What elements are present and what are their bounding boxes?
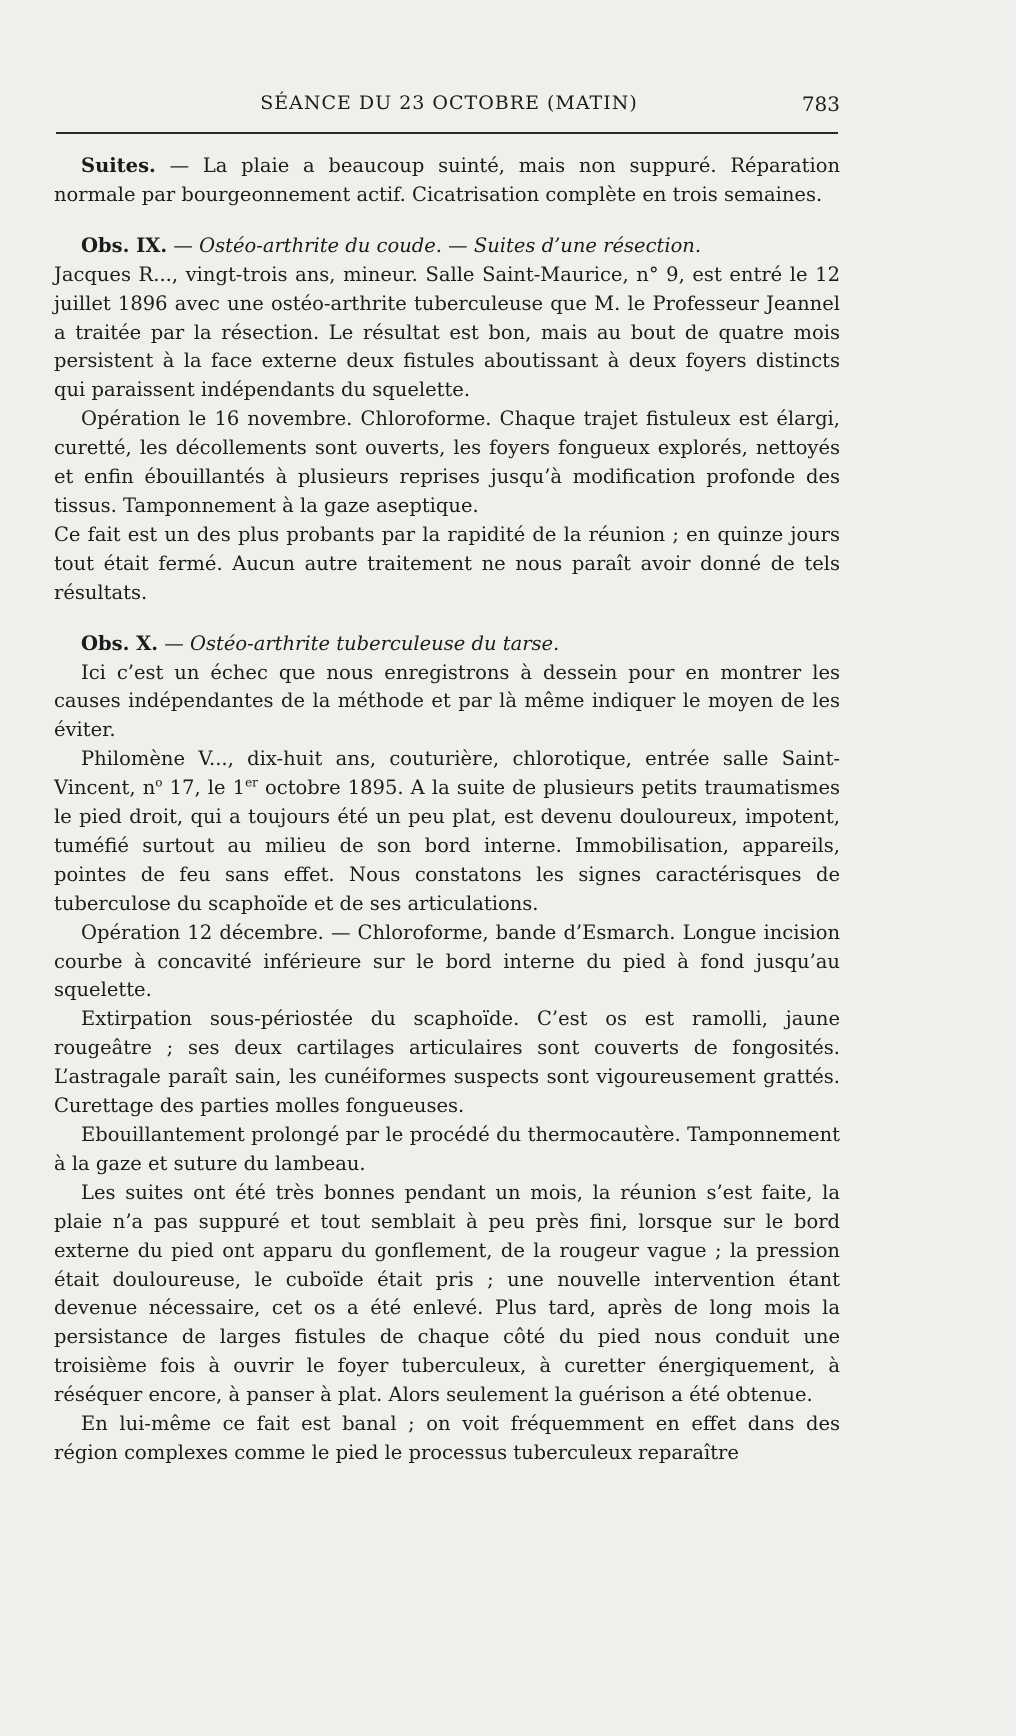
obs-ix-paragraph-1: Jacques R..., vingt-trois ans, mineur. Salle Saint-Maurice, n° 9, est entré le 12 juillet 1896 avec une ostéo-arthrite tuberculeuse que M. le Professeur Jeannel a traitée par la résection. Le résultat est bon, mais au bout de quatre mois persistent à la face externe deux fistules aboutissant à deux foyers distincts qui paraissent indépendants du squelette. bbox=[54, 262, 840, 402]
obs-x-label: Obs. X. bbox=[81, 631, 159, 655]
obs-x-p2-sup-2: er bbox=[245, 775, 258, 790]
obs-ix-paragraph-3: Ce fait est un des plus probants par la rapidité de la réunion ; en quinze jours tout était fermé. Aucun autre traitement ne nous paraît avoir donné de tels résultats. bbox=[54, 522, 840, 604]
obs-x-p2-part-c: octobre 1895. A la suite de plusieurs petits traumatismes le pied droit, qui a toujours été un peu plat, est devenu douloureux, impotent, tuméfié surtout au milieu de son bord interne. Immobilisation, appareils, pointes de feu sans effet. Nous constatons les signes caractérisques de tuberculose du scaphoïde et de ses articulations. bbox=[54, 776, 840, 915]
obs-x-paragraph-4: Extirpation sous-périostée du scaphoïde. C’est os est ramolli, jaune rougeâtre ; ses deux cartilages articulaires sont couverts de fongosités. L’astragale paraît sain, les cunéiformes suspects sont vigoureusement grattés. Curettage des parties molles fongueuses. bbox=[54, 1007, 840, 1118]
suites-label: Suites. bbox=[81, 154, 156, 177]
obs-ix-title: Ostéo-arthrite du coude. bbox=[199, 233, 442, 257]
obs-ix-subtitle: Suites d’une résection. bbox=[473, 233, 702, 257]
obs-ix-paragraph-2: Opération le 16 novembre. Chloroforme. Chaque trajet fistuleux est élargi, curetté, les décollements sont ouverts, les foyers fongueux explorés, nettoyés et enfin ébouillantés à plusieurs reprises jusqu’à modification profonde des tissus. Tamponnement à la gaze aseptique. bbox=[54, 407, 840, 517]
obs-ix-dash2: — bbox=[441, 233, 474, 257]
obs-x-p2-part-b: 17, le 1 bbox=[162, 776, 246, 800]
obs-x-paragraph-2 bbox=[54, 745, 840, 918]
obs-x-paragraph-3: Opération 12 décembre. — Chloroforme, bande d’Esmarch. Longue incision courbe à concavité inférieure sur le bord interne du pied à fond jusqu’au squelette. bbox=[54, 920, 840, 1002]
obs-x-paragraph-6: Les suites ont été très bonnes pendant un mois, la réunion s’est faite, la plaie n’a pas suppuré et tout semblait à peu près fini, lorsque sur le bord externe du pied ont apparu du gonflement, de la rougeur vague ; la pression était douloureuse, le cuboïde était pris ; une nouvelle intervention étant devenue nécessaire, cet os a été enlevé. Plus tard, après de long mois la persistance de larges fistules de chaque côté du pied nous conduit une troisième fois à ouvrir le foyer tuberculeux, à curetter énergiquement, à réséquer encore, à panser à plat. Alors seulement la guérison a été obtenue. bbox=[54, 1180, 840, 1407]
obs-ix-dash: — bbox=[167, 233, 200, 257]
body-text bbox=[54, 152, 840, 1468]
obs-x-paragraph-5: Ebouillantement prolongé par le procédé du thermocautère. Tamponnement à la gaze et suture du lambeau. bbox=[54, 1123, 840, 1175]
obs-ix-label: Obs. IX. bbox=[81, 233, 168, 257]
paragraph-suites bbox=[54, 152, 840, 210]
obs-x-p2-sup-1: o bbox=[155, 775, 163, 790]
obs-x-heading bbox=[54, 630, 840, 659]
obs-x-dash: — bbox=[158, 631, 191, 655]
obs-x-p2-part-a: Philomène V..., dix-huit ans, couturière, chlorotique, entrée salle Saint-Vincent, n bbox=[54, 747, 840, 800]
header-rule bbox=[56, 132, 838, 134]
page-header bbox=[58, 92, 840, 122]
obs-x-paragraph-7: En lui-même ce fait est banal ; on voit fréquemment en effet dans des région complexes comme le pied le processus tuberculeux reparaître bbox=[54, 1412, 840, 1464]
obs-x-title: Ostéo-arthrite tuberculeuse du tarse. bbox=[190, 631, 560, 655]
obs-ix-heading bbox=[54, 232, 840, 261]
running-title: SÉANCE DU 23 OCTOBRE (MATIN) bbox=[260, 92, 638, 114]
page-number: 783 bbox=[801, 92, 840, 116]
obs-x-paragraph-1: Ici c’est un échec que nous enregistrons à dessein pour en montrer les causes indépendantes de la méthode et par là même indiquer le moyen de les éviter. bbox=[54, 660, 840, 742]
suites-text: — La plaie a beaucoup suinté, mais non suppuré. Réparation normale par bourgeonnement actif. Cicatrisation complète en trois semaines. bbox=[54, 154, 840, 206]
